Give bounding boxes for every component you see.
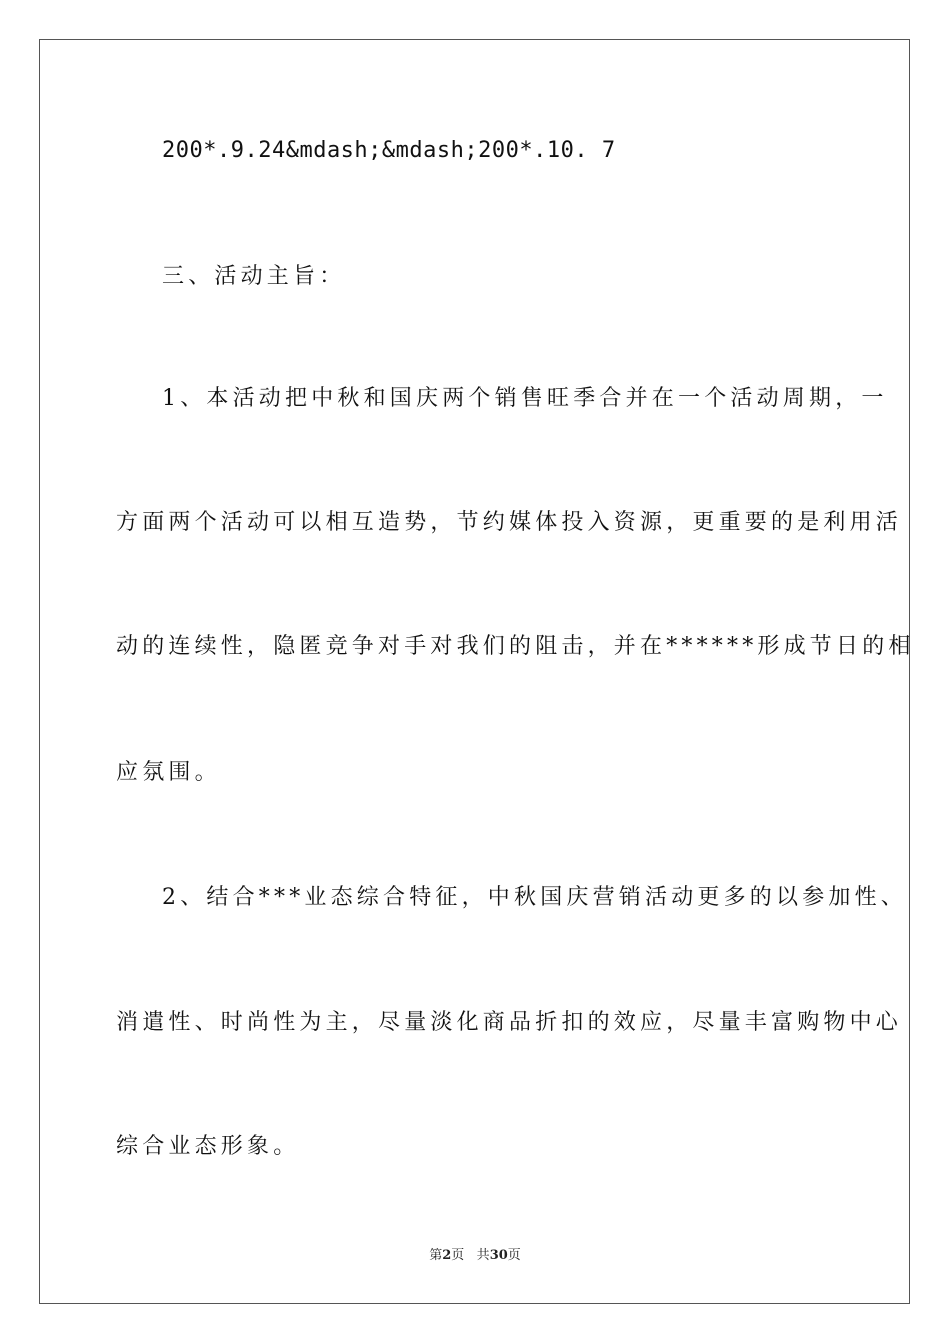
footer-page-unit: 页 [451,1248,465,1263]
paragraph-1-line-4: 应氛围。 [116,760,221,785]
paragraph-2-line-2: 消遣性、时尚性为主，尽量淡化商品折扣的效应，尽量丰富购物中心 [116,1010,903,1035]
paragraph-1-line-3: 动的连续性，隐匿竞争对手对我们的阻击，并在******形成节日的相 [116,634,915,659]
paragraph-2-line-1: 2、结合***业态综合特征，中秋国庆营销活动更多的以参加性、 [162,885,907,910]
paragraph-2-line-3: 综合业态形象。 [116,1134,300,1159]
section-heading: 三、活动主旨： [162,264,346,289]
paragraph-1-line-2: 方面两个活动可以相互造势，节约媒体投入资源，更重要的是利用活 [116,510,903,535]
footer-total-pages: 30 [489,1248,508,1263]
footer-total-prefix: 共 [476,1248,490,1263]
paragraph-1-line-1: 1、本活动把中秋和国庆两个销售旺季合并在一个活动周期，一 [162,386,888,411]
page-border [39,39,915,1304]
footer-page-number: 2 [442,1248,452,1263]
footer-total-unit: 页 [507,1248,521,1263]
footer-prefix: 第 [429,1248,443,1263]
page-footer [0,1247,950,1265]
date-range-line: 200*.9.24&mdash;&mdash;200*.10. 7 [162,138,616,163]
